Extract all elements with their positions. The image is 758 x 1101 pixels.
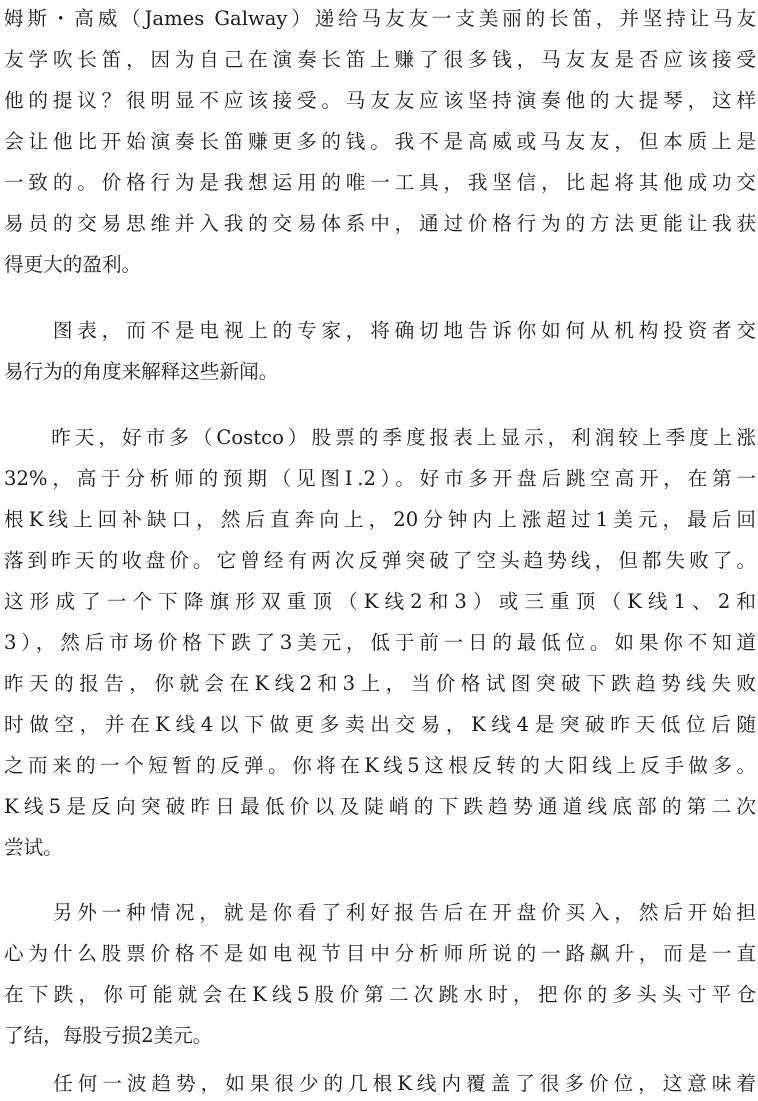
text-line: 得更大的盈利。 [4,253,142,276]
text-line: K线5是反向突破昨日最低价以及陡峭的下跌趋势通道线底部的第二次 [4,795,756,818]
text-line: 易行为的角度来解释这些新闻。 [4,360,279,383]
text-line: 根K线上回补缺口，然后直奔向上，20分钟内上涨超过1美元，最后回 [4,508,756,531]
text-line: 友学吹长笛，因为自己在演奏长笛上赚了很多钱，马友友是否应该接受 [4,48,756,71]
text-line: 易员的交易思维并入我的交易体系中，通过价格行为的方法更能让我获 [4,212,756,235]
text-line: 3），然后市场价格下跌了3美元，低于前一日的最低位。如果你不知道 [4,631,756,654]
text-line: 图表，而不是电视上的专家，将确切地告诉你如何从机构投资者交 [4,319,756,342]
text-line: 32%，高于分析师的预期（见图Ⅰ.2）。好市多开盘后跳空高开，在第一 [4,467,756,490]
text-line: 时做空，并在K线4以下做更多卖出交易，K线4是突破昨天低位后随 [4,713,756,736]
text-line: 一致的。价格行为是我想运用的唯一工具，我坚信，比起将其他成功交 [4,171,756,194]
text-line: 之而来的一个短暂的反弹。你将在K线5这根反转的大阳线上反手做多。 [4,754,756,777]
text-line: 他的提议？很明显不应该接受。马友友应该坚持演奏他的大提琴，这样 [4,89,756,112]
text-line: 昨天，好市多（Costco）股票的季度报表上显示，利润较上季度上涨 [4,426,756,449]
text-line: 在下跌，你可能就会在K线5股价第二次跳水时，把你的多头头寸平仓 [4,983,756,1006]
text-line: 落到昨天的收盘价。它曾经有两次反弹突破了空头趋势线，但都失败了。 [4,549,756,572]
text-line: 这形成了一个下降旗形双重顶（K线2和3）或三重顶（K线1、2和 [4,590,756,613]
text-line: 昨天的报告，你就会在K线2和3上，当价格试图突破下跌趋势线失败 [4,672,756,695]
text-line: 心为什么股票价格不是如电视节目中分析师所说的一路飙升，而是一直 [4,942,756,965]
text-line: 姆斯・高威（James Galway）递给马友友一支美丽的长笛，并坚持让马友 [4,7,756,30]
text-line: 另外一种情况，就是你看了利好报告后在开盘价买入，然后开始担 [4,901,756,924]
text-line: 会让他比开始演奏长笛赚更多的钱。我不是高威或马友友，但本质上是 [4,130,756,153]
text-line: 尝试。 [4,836,63,859]
text-line: 任何一波趋势，如果很少的几根K线内覆盖了很多价位，这意味着 [4,1072,756,1095]
text-line: 了结，每股亏损2美元。 [4,1024,213,1047]
